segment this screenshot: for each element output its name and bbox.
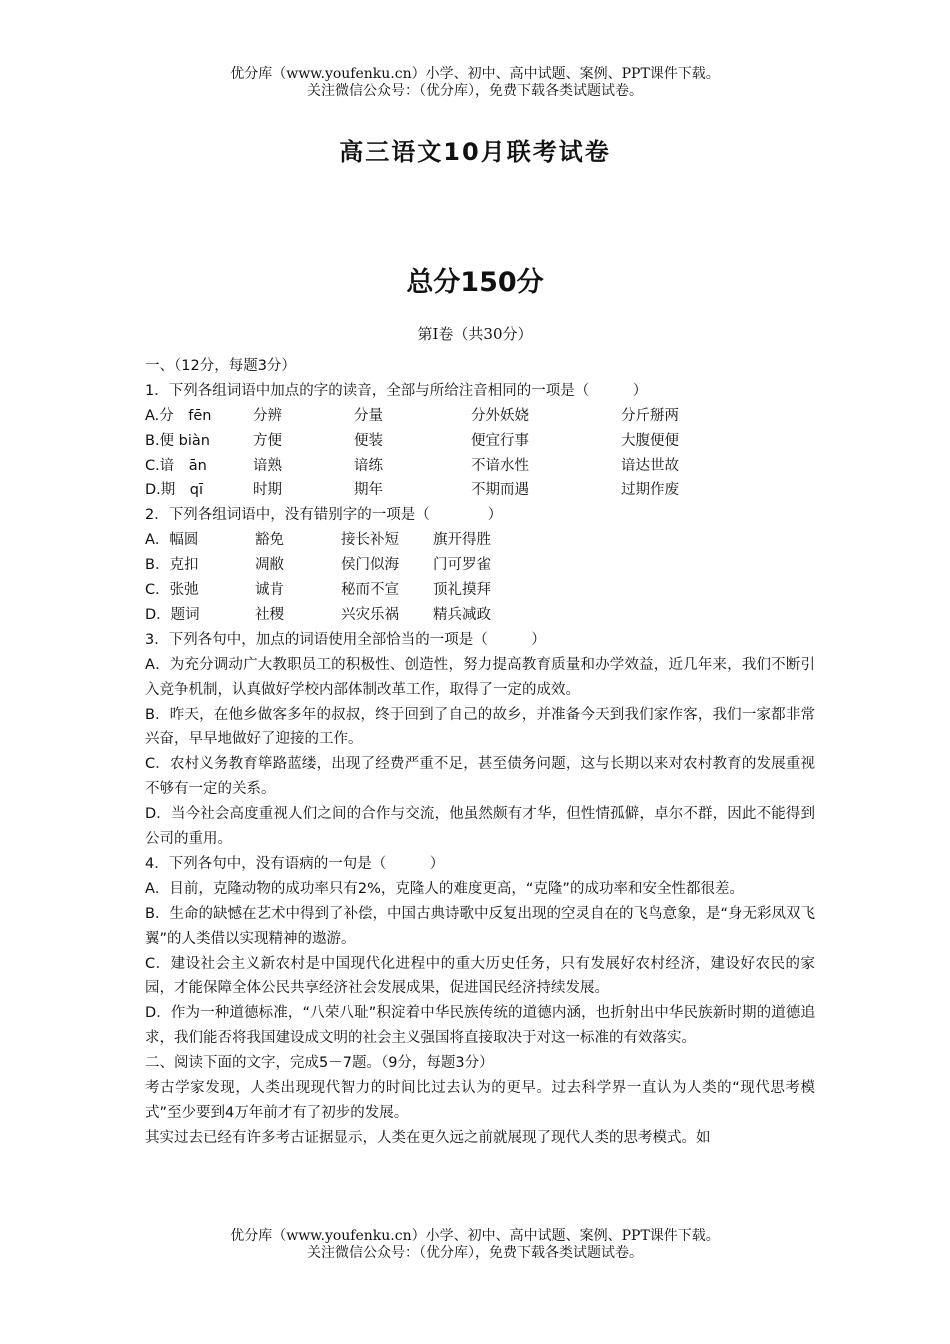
option-word: A．幅圆: [145, 532, 199, 549]
question-3-option-c: C．农村义务教育筚路蓝缕，出现了经费严重不足，甚至债务问题，这与长期以来对农村教育的发展重视不够有一定的关系。: [145, 756, 815, 798]
question-4-option-a: A．目前，克隆动物的成功率只有2%，克隆人的难度更高，“克隆”的成功率和安全性都很差。: [145, 880, 744, 897]
section-2-heading: 二、阅读下面的文字，完成5－7题。（9分，每题3分）: [145, 1055, 494, 1072]
option-word: 不期而遇: [471, 482, 529, 499]
question-3-option-d: D．当今社会高度重视人们之间的合作与交流，他虽然颇有才华，但性情孤僻，卓尔不群，因此不能得到公司的重用。: [145, 806, 815, 848]
option-word: 分量: [354, 407, 383, 424]
option-word: 分辨: [253, 407, 282, 424]
header-line-1: 优分库（www.youfenku.cn）小学、初中、高中试题、案例、PPT课件下载。: [230, 66, 720, 82]
footer-line-1: 优分库（www.youfenku.cn）小学、初中、高中试题、案例、PPT课件下载。: [230, 1228, 720, 1244]
option-word: C．张弛: [145, 582, 199, 599]
question-1-option-d: [145, 478, 815, 503]
option-word: D．题词: [145, 606, 200, 623]
option-word: 方便: [253, 432, 282, 449]
option-word: 谙熟: [253, 457, 282, 474]
question-3-option-a: A．为充分调动广大教职员工的积极性、创造性，努力提高教育质量和办学效益，近几年来，我们不断引入竞争机制，认真做好学校内部体制改革工作，取得了一定的成效。: [145, 656, 815, 698]
option-word: 不谙水性: [471, 457, 529, 474]
option-word: 诚肯: [255, 582, 284, 599]
reading-paragraph: 其实过去已经有许多考古证据显示，人类在更久远之前就展现了现代人类的思考模式。如: [145, 1129, 711, 1146]
option-word: 门可罗雀: [433, 557, 491, 574]
question-3-stem: 3．下列各句中，加点的词语使用全部恰当的一项是（ ）: [145, 631, 546, 648]
option-word: 社稷: [255, 606, 284, 623]
option-word: 便装: [354, 432, 383, 449]
question-4-option-c: C．建设社会主义新农村是中国现代化进程中的重大历史任务，只有发展好农村经济，建设好农民的家园，才能保障全体公民共享经济社会发展成果，促进国民经济持续发展。: [145, 955, 815, 997]
question-2-option-b: [145, 553, 815, 578]
question-1-option-a: [145, 404, 815, 429]
volume-heading: 第Ⅰ卷（共30分）: [417, 325, 533, 343]
section-1-heading: 一、（12分，每题3分）: [145, 358, 296, 374]
option-word: 侯门似海: [341, 557, 399, 574]
option-word: 顶礼摸拜: [433, 582, 491, 599]
page-footer: [0, 1228, 950, 1262]
question-4-option-b: B．生命的缺憾在艺术中得到了补偿，中国古典诗歌中反复出现的空灵自在的飞鸟意象，是“身无彩凤双飞翼”的人类借以实现精神的遨游。: [145, 905, 815, 947]
exam-title: 高三语文10月联考试卷: [339, 138, 611, 166]
question-2-option-c: [145, 578, 815, 603]
option-word: 秘而不宣: [341, 582, 399, 599]
option-label: A.分 fēn: [145, 407, 212, 424]
question-3-option-b: B．昨天，在他乡做客多年的叔叔，终于回到了自己的故乡，并准备今天到我们家作客，我们一家都非常兴奋，早早地做好了迎接的工作。: [145, 706, 815, 748]
option-word: 便宜行事: [471, 432, 529, 449]
question-2-option-a: [145, 528, 815, 553]
option-word: 旗开得胜: [433, 532, 491, 549]
option-word: 时期: [253, 482, 282, 499]
option-word: 接长补短: [341, 532, 399, 549]
option-word: 精兵减政: [433, 606, 491, 623]
option-word: 凋敝: [255, 557, 284, 574]
question-2-option-d: [145, 603, 815, 628]
question-1-stem: 1．下列各组词语中加点的字的读音，全部与所给注音相同的一项是（ ）: [145, 382, 648, 399]
option-word: 豁免: [255, 532, 284, 549]
question-4-stem: 4．下列各句中，没有语病的一句是（ ）: [145, 855, 445, 872]
option-word: 分斤掰两: [621, 407, 679, 424]
exam-body: [145, 354, 815, 1151]
option-word: 期年: [354, 482, 383, 499]
total-score: 总分150分: [406, 267, 544, 298]
question-4-option-d: D．作为一种道德标准，“八荣八耻”积淀着中华民族传统的道德内涵，也折射出中华民族新时期的道德追求，我们能否将我国建设成文明的社会主义强国将直接取决于对这一标准的有效落实。: [145, 1005, 815, 1047]
option-word: B．克扣: [145, 557, 199, 574]
option-label: C.谙 ān: [145, 457, 207, 474]
option-word: 兴灾乐祸: [341, 606, 399, 623]
header-line-2: 关注微信公众号：（优分库），免费下载各类试题试卷。: [307, 83, 643, 99]
option-word: 谙达世故: [621, 457, 679, 474]
option-word: 谙练: [354, 457, 383, 474]
option-word: 过期作废: [621, 482, 679, 499]
option-label: D.期 qī: [145, 482, 204, 499]
page-header: [0, 66, 950, 100]
reading-paragraph: 考古学家发现，人类出现现代智力的时间比过去认为的更早。过去科学界一直认为人类的“现代思考模式”至少要到4万年前才有了初步的发展。: [145, 1080, 815, 1121]
option-label: B.便 biàn: [145, 432, 210, 449]
question-2-stem: 2．下列各组词语中，没有错别字的一项是（ ）: [145, 507, 503, 524]
option-word: 大腹便便: [621, 432, 679, 449]
question-1-option-b: [145, 429, 815, 454]
option-word: 分外妖娆: [471, 407, 529, 424]
question-1-option-c: [145, 454, 815, 479]
footer-line-2: 关注微信公众号：（优分库），免费下载各类试题试卷。: [307, 1245, 643, 1261]
